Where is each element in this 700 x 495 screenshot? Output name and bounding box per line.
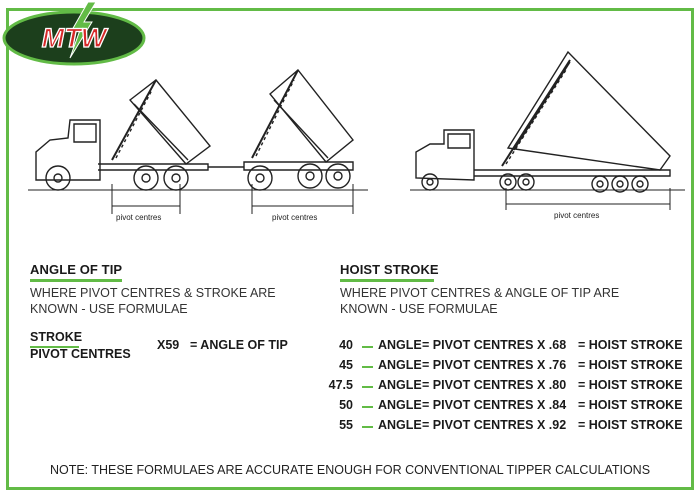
description-line: KNOWN - USE FORMULAE bbox=[340, 302, 498, 316]
formula-result: = HOIST STROKE bbox=[578, 358, 683, 372]
formula-row bbox=[330, 398, 690, 416]
formula-result: = HOIST STROKE bbox=[578, 378, 683, 392]
stroke-numerator: STROKE bbox=[30, 330, 83, 344]
formula-row bbox=[330, 418, 690, 436]
angle-value: 50 bbox=[339, 398, 353, 412]
formula-result: = HOIST STROKE bbox=[578, 418, 683, 432]
angle-of-tip-description bbox=[30, 285, 276, 317]
formula-row bbox=[330, 378, 690, 396]
hoist-stroke-heading: HOIST STROKE bbox=[340, 262, 439, 277]
formula-row bbox=[330, 358, 690, 376]
pivot-centres-label-3: pivot centres bbox=[554, 211, 600, 220]
heading-underline bbox=[340, 279, 434, 282]
formula-result: = HOIST STROKE bbox=[578, 398, 683, 412]
angle-label: ANGLE bbox=[378, 378, 422, 392]
formula: = PIVOT CENTRES X .68 bbox=[422, 338, 567, 352]
angle-label: ANGLE bbox=[378, 398, 422, 412]
dash bbox=[362, 426, 373, 428]
dash bbox=[362, 366, 373, 368]
formula-row bbox=[330, 338, 690, 356]
angle-label: ANGLE bbox=[378, 358, 422, 372]
formula: = PIVOT CENTRES X .80 bbox=[422, 378, 567, 392]
pivot-centres-label-1: pivot centres bbox=[116, 213, 162, 222]
angle-value: 55 bbox=[339, 418, 353, 432]
dash bbox=[362, 406, 373, 408]
dash bbox=[362, 346, 373, 348]
description-line: WHERE PIVOT CENTRES & STROKE ARE bbox=[30, 286, 276, 300]
truck-trailer-diagram bbox=[28, 60, 368, 220]
angle-value: 45 bbox=[339, 358, 353, 372]
pivot-centres-label-2: pivot centres bbox=[272, 213, 318, 222]
angle-value: 40 bbox=[339, 338, 353, 352]
logo-text: MTW bbox=[41, 23, 107, 53]
pivot-centres-denominator: PIVOT CENTRES bbox=[30, 347, 131, 361]
formula: = PIVOT CENTRES X .92 bbox=[422, 418, 567, 432]
angle-label: ANGLE bbox=[378, 338, 422, 352]
angle-label: ANGLE bbox=[378, 418, 422, 432]
footer-note: NOTE: THESE FORMULAES ARE ACCURATE ENOUGH FOR CONVENTIONAL TIPPER CALCULATIONS bbox=[49, 463, 651, 477]
angle-of-tip-result: = ANGLE OF TIP bbox=[190, 338, 288, 352]
heading-underline bbox=[30, 279, 122, 282]
description-line: KNOWN - USE FORMULAE bbox=[30, 302, 188, 316]
rigid-tipper-diagram bbox=[410, 40, 685, 220]
dash bbox=[362, 386, 373, 388]
angle-value: 47.5 bbox=[328, 378, 353, 392]
formula: = PIVOT CENTRES X .76 bbox=[422, 358, 567, 372]
hoist-stroke-description bbox=[340, 285, 619, 317]
description-line: WHERE PIVOT CENTRES & ANGLE OF TIP ARE bbox=[340, 286, 620, 300]
multiplier: X59 bbox=[157, 338, 180, 352]
formula-result: = HOIST STROKE bbox=[578, 338, 683, 352]
formula: = PIVOT CENTRES X .84 bbox=[422, 398, 567, 412]
angle-of-tip-heading: ANGLE OF TIP bbox=[30, 262, 122, 277]
